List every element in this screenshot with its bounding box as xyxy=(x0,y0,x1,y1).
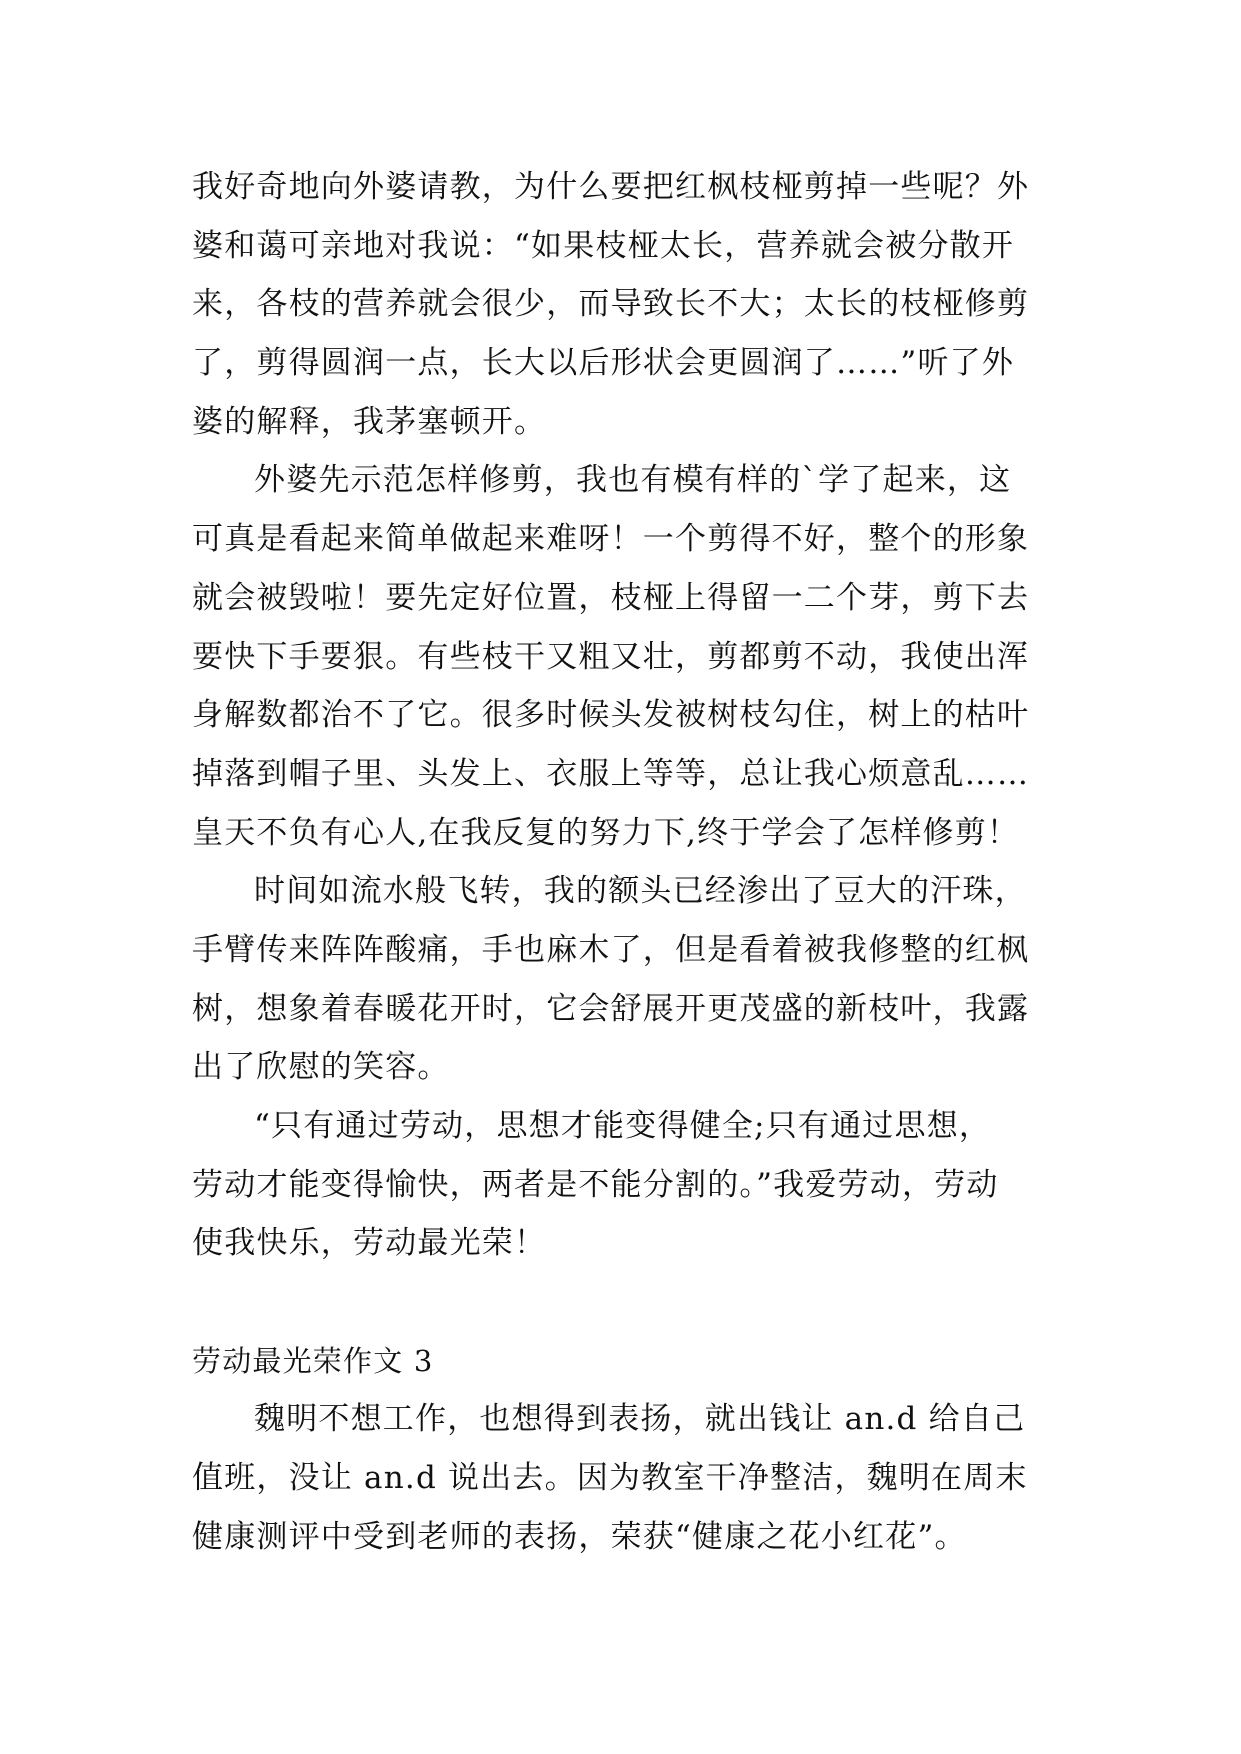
paragraph-line: 树，想象着春暖花开时，它会舒展开更茂盛的新枝叶，我露 xyxy=(192,990,1030,1027)
paragraph-line: “只有通过劳动，思想才能变得健全;只有通过思想， xyxy=(254,1108,992,1144)
paragraph-line: 我好奇地向外婆请教，为什么要把红枫枝桠剪掉一些呢？外 xyxy=(192,169,1030,205)
paragraph-3 xyxy=(192,862,1062,1097)
paragraph-line: 时间如流水般飞转，我的额头已经渗出了豆大的汗珠， xyxy=(254,873,1027,910)
paragraph-line: 掉落到帽子里、头发上、衣服上等等，总让我心烦意乱…… xyxy=(192,755,1030,792)
paragraph-line: 就会被毁啦！要先定好位置，枝桠上得留一二个芽，剪下去 xyxy=(192,579,1030,616)
paragraph-line: 婆的解释，我茅塞顿开。 xyxy=(192,403,547,440)
paragraph-line: 可真是看起来简单做起来难呀！一个剪得不好，整个的形象 xyxy=(192,521,1030,558)
paragraph-line: 手臂传来阵阵酸痛，手也麻木了，但是看着被我修整的红枫 xyxy=(192,931,1030,968)
paragraph-line: 了，剪得圆润一点，长大以后形状会更圆润了……”听了外 xyxy=(192,345,1015,382)
paragraph-line: 出了欣慰的笑容。 xyxy=(192,1049,450,1086)
document-body xyxy=(192,158,1062,1567)
paragraph-line: 要快下手要狠。有些枝干又粗又壮，剪都剪不动，我使出浑 xyxy=(192,638,1030,675)
paragraph-line: 值班，没让 an.d 说出去。因为教室干净整洁，魏明在周末 xyxy=(192,1460,1028,1497)
paragraph-line: 婆和蔼可亲地对我说：“如果枝桠太长，营养就会被分散开 xyxy=(192,227,1015,264)
paragraph-line: 皇天不负有心人,在我反复的努力下,终于学会了怎样修剪！ xyxy=(192,814,1020,851)
paragraph-line: 健康测评中受到老师的表扬，荣获“健康之花小红花”。 xyxy=(192,1518,967,1555)
paragraph-2 xyxy=(192,451,1062,862)
paragraph-line: 来，各枝的营养就会很少，而导致长不大；太长的枝桠修剪 xyxy=(192,286,1030,323)
paragraph-line: 身解数都治不了它。很多时候头发被树枝勾住，树上的枯叶 xyxy=(192,697,1030,734)
section-title: 劳动最光荣作文 3 xyxy=(192,1343,434,1378)
paragraph-1 xyxy=(192,158,1062,451)
paragraph-line: 使我快乐，劳动最光荣！ xyxy=(192,1225,547,1262)
paragraph-line: 外婆先示范怎样修剪，我也有模有样的`学了起来，这 xyxy=(254,462,1012,499)
paragraph-5 xyxy=(192,1390,1062,1566)
paragraph-line: 魏明不想工作，也想得到表扬，就出钱让 an.d 给自己 xyxy=(254,1401,1026,1438)
paragraph-4 xyxy=(192,1097,1062,1273)
paragraph-line: 劳动才能变得愉快，两者是不能分割的。”我爱劳动，劳动 xyxy=(192,1166,999,1203)
paragraph-spacer xyxy=(192,1273,1062,1332)
